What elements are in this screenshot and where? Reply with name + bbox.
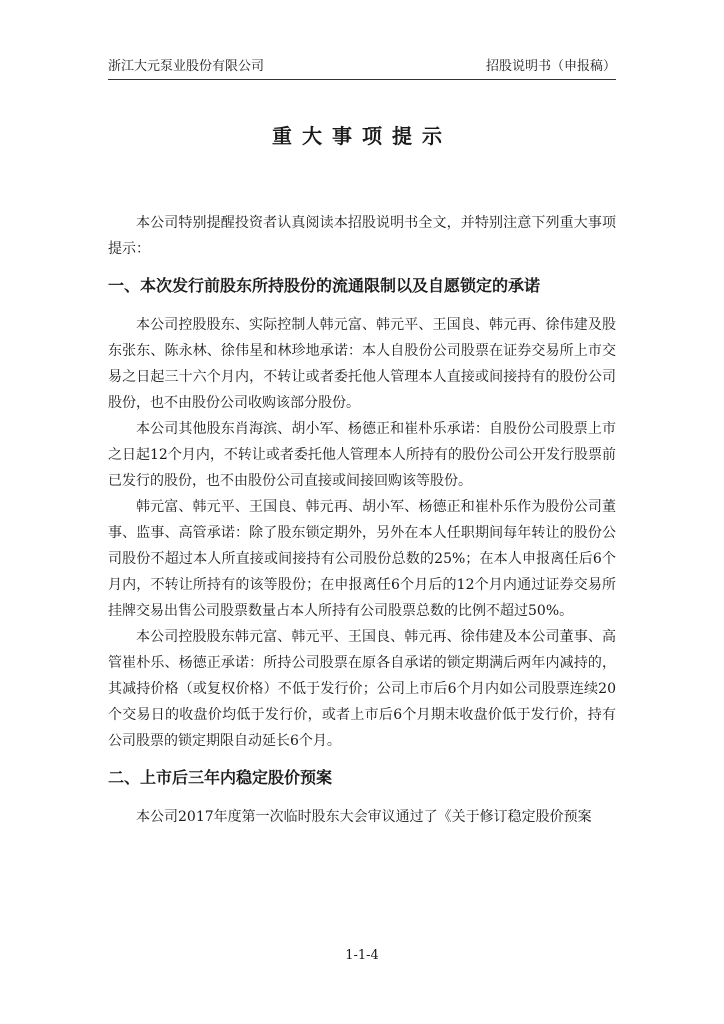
paragraph: 本公司2017年度第一次临时股东大会审议通过了《关于修订稳定股价预案: [136, 809, 592, 825]
header-divider: [108, 79, 616, 80]
intro-paragraph: 本公司特别提醒投资者认真阅读本招股说明书全文，并特别注意下列重大事项提示：: [108, 215, 616, 257]
paragraph: 韩元富、韩元平、王国良、韩元再、胡小军、杨德正和崔朴乐作为股份公司董事、监事、高管承诺：除了股东锁定期外，另外在本人任职期间每年转让的股份公司股份不超过本人所直接或间接持有公司股份总数的25%；在本人申报离任后6个月内，不转让所持有的该等股份；在申报离任6个月后的12个月内通过证券交易所挂牌交易出售公司股票数量占本人所持有公司股票总数的比例不超过50%。: [108, 499, 616, 619]
section-heading: 二、上市后三年内稳定股价预案: [108, 768, 333, 787]
paragraph: 本公司其他股东肖海滨、胡小军、杨德正和崔朴乐承诺：自股份公司股票上市之日起12个月内，不转让或者委托他人管理本人所持有的股份公司公开发行股票前已发行的股份，也不由股份公司直接或间接回购该等股份。: [108, 421, 616, 489]
page-header: [108, 57, 616, 77]
document-body: [108, 210, 616, 830]
company-name: 浙江大元泵业股份有限公司: [108, 59, 265, 74]
section-heading: 一、本次发行前股东所持股份的流通限制以及自愿锁定的承诺: [108, 276, 541, 295]
paragraph: 本公司控股股东、实际控制人韩元富、韩元平、王国良、韩元再、徐伟建及股东张东、陈永林、徐伟星和林珍地承诺：本人自股份公司股票在证券交易所上市交易之日起三十六个月内，不转让或者委托他人管理本人直接或间接持有的股份公司股份，也不由股份公司收购该部分股份。: [108, 317, 616, 411]
page-number: 1-1-4: [345, 948, 379, 963]
page-title: 重大事项提示: [272, 124, 452, 148]
document-type: 招股说明书（申报稿）: [485, 59, 616, 74]
paragraph: 本公司控股股东韩元富、韩元平、王国良、韩元再、徐伟建及本公司董事、高管崔朴乐、杨德正承诺：所持公司股票在原各自承诺的锁定期满后两年内减持的，其减持价格（或复权价格）不低于发行价；公司上市后6个月内如公司股票连续20个交易日的收盘价均低于发行价，或者上市后6个月期末收盘价低于发行价，持有公司股票的锁定期限自动延长6个月。: [108, 629, 616, 749]
